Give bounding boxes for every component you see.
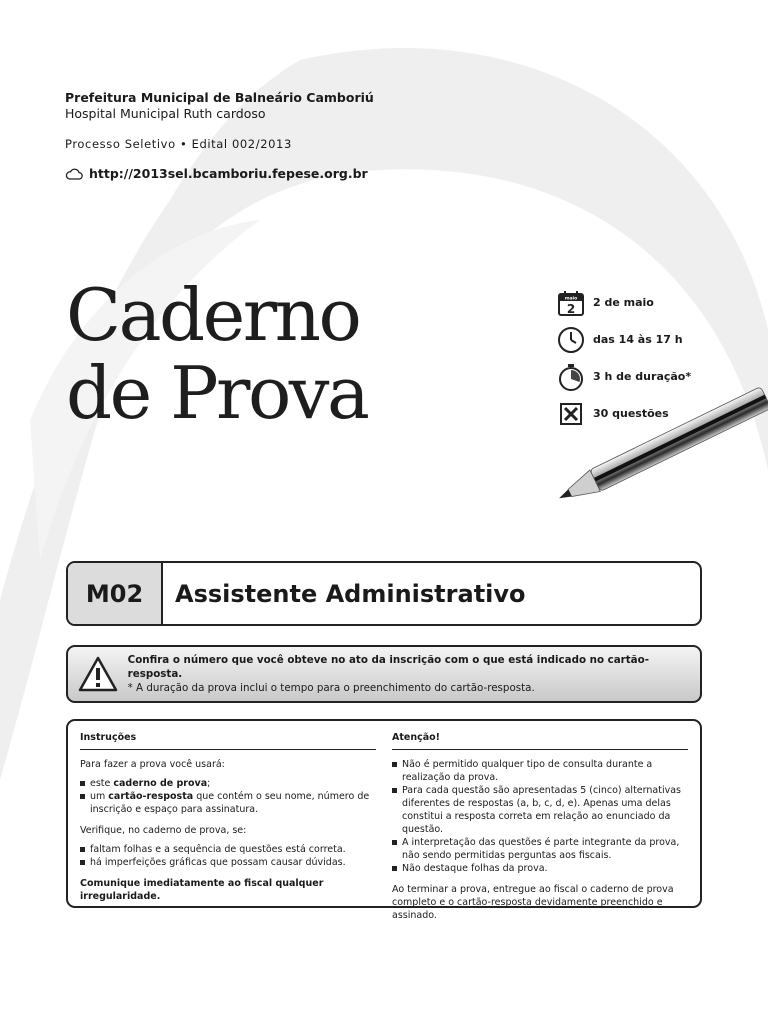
- list-item: Para cada questão são apresentadas 5 (cinco) alternativas diferentes de respostas (a, b, c, d, e). Apenas uma delas constitui a resposta correta em relação ao enunciado da questão.: [392, 784, 688, 836]
- alert-box: [66, 645, 702, 703]
- institution-name: Prefeitura Municipal de Balneário Camboriú: [65, 90, 374, 105]
- exam-time: das 14 às 17 h: [593, 333, 683, 346]
- list-item: A interpretação das questões é parte integrante da prova, não sendo permitidas perguntas aos fiscais.: [392, 836, 688, 862]
- warning-icon: [78, 656, 118, 692]
- checkbox-x-icon: [558, 401, 584, 427]
- attention-column: [392, 731, 688, 928]
- document-header: [65, 90, 374, 182]
- attention-list: [392, 758, 688, 875]
- alert-note-text: * A duração da prova inclui o tempo para o preenchimento do cartão-resposta.: [127, 682, 535, 694]
- position-name: Assistente Administrativo: [175, 579, 526, 608]
- position-code: M02: [68, 563, 163, 624]
- page-title: [66, 273, 368, 435]
- check-list: [80, 843, 376, 869]
- website-url: http://2013sel.bcamboriu.fepese.org.br: [89, 166, 368, 181]
- instructions-column: [80, 731, 376, 909]
- clock-icon: [557, 326, 585, 354]
- list-item: este caderno de prova;: [80, 777, 376, 790]
- hospital-name: Hospital Municipal Ruth cardoso: [65, 106, 266, 121]
- instructions-box: [66, 719, 702, 921]
- instructions-intro: Para fazer a prova você usará:: [80, 759, 225, 770]
- fact-date: [556, 284, 691, 321]
- title-line-1: Caderno: [66, 273, 360, 357]
- fact-questions: [556, 395, 691, 432]
- attention-heading: Atenção!: [392, 731, 688, 750]
- fact-duration: [556, 358, 691, 395]
- list-item: há imperfeições gráficas que possam causar dúvidas.: [80, 856, 376, 869]
- materials-list: [80, 777, 376, 816]
- alert-main-text: Confira o número que você obteve no ato da inscrição com o que está indicado no cartão-resposta.: [127, 654, 649, 680]
- calendar-month: maio: [564, 296, 578, 301]
- process-label: Processo Seletivo • Edital 002/2013: [65, 137, 292, 151]
- position-box: [66, 561, 702, 626]
- website-link[interactable]: [65, 166, 374, 182]
- list-item: Não é permitido qualquer tipo de consulta durante a realização da prova.: [392, 758, 688, 784]
- verify-text: Verifique, no caderno de prova, se:: [80, 825, 247, 836]
- question-count: 30 questões: [593, 407, 669, 420]
- cloud-icon: [65, 168, 83, 180]
- calendar-icon: [557, 289, 585, 317]
- stopwatch-icon: [557, 363, 585, 391]
- instructions-heading: Instruções: [80, 731, 376, 750]
- list-item: faltam folhas e a sequência de questões está correta.: [80, 843, 376, 856]
- exam-facts: [556, 284, 691, 432]
- attention-final: Ao terminar a prova, entregue ao fiscal o caderno de prova completo e o cartão-resposta devidamente preenchido e assinado.: [392, 884, 674, 921]
- exam-duration: 3 h de duração*: [593, 370, 692, 383]
- list-item: Não destaque folhas da prova.: [392, 862, 688, 875]
- title-line-2: de Prova: [66, 351, 368, 435]
- calendar-day: 2: [566, 301, 576, 316]
- exam-date: 2 de maio: [593, 296, 654, 309]
- list-item: um cartão-resposta que contém o seu nome, número de inscrição e espaço para assinatura.: [80, 790, 376, 816]
- fact-time: [556, 321, 691, 358]
- instructions-final: Comunique imediatamente ao fiscal qualquer irregularidade.: [80, 878, 324, 902]
